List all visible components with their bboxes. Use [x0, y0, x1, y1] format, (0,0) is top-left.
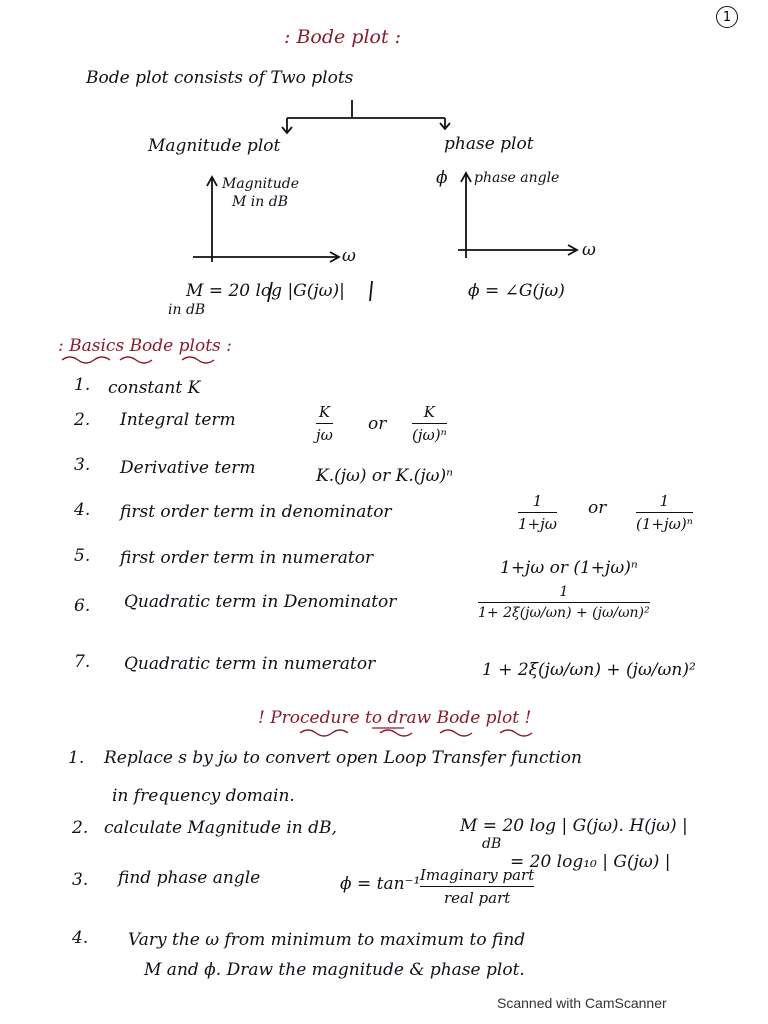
- basics-item-5-num: 5.: [74, 546, 91, 566]
- basics-item-6-num: 6.: [74, 596, 91, 616]
- procedure-2-math1-sub: dB: [482, 836, 502, 852]
- procedure-2-num: 2.: [72, 818, 89, 838]
- abs-bar-right: [370, 281, 372, 301]
- squiggle-4: [300, 730, 348, 736]
- magnitude-formula-unit: in dB: [168, 302, 206, 318]
- item2-f2-numerator: K: [423, 403, 435, 421]
- basics-item-4-text: first order term in denominator: [120, 502, 392, 522]
- intro-text: Bode plot consists of Two plots: [86, 68, 354, 88]
- procedure-2-line1: calculate Magnitude in dB,: [104, 818, 337, 838]
- item6-fraction: [478, 584, 650, 621]
- camscanner-watermark: Scanned with CamScanner: [497, 995, 667, 1011]
- item2-f2-denominator: (jω)ⁿ: [412, 426, 447, 444]
- procedure-4-line2: M and ϕ. Draw the magnitude & phase plot.: [144, 960, 525, 980]
- procedure-3-num: 3.: [72, 870, 89, 890]
- squiggle-1: [62, 357, 110, 363]
- item6-numerator: 1: [559, 584, 569, 600]
- item2-fraction-2: [412, 403, 447, 444]
- item4-f2-denominator: (1+jω)ⁿ: [636, 515, 693, 533]
- procedure-3-math: ϕ = tan⁻¹: [340, 874, 421, 894]
- item4-or: or: [588, 498, 607, 518]
- procedure-2-math1: M = 20 log | G(jω). H(jω) |: [460, 816, 688, 836]
- squiggle-6: [440, 730, 472, 736]
- magnitude-axis-label: Magnitude: [222, 176, 300, 192]
- basics-item-5-text: first order term in numerator: [120, 548, 374, 568]
- page-title: : Bode plot :: [284, 26, 402, 48]
- magnitude-x-label: ω: [342, 246, 356, 266]
- item7-math: 1 + 2ξ(jω/ωn) + (jω/ωn)²: [482, 660, 696, 680]
- item4-f2-numerator: 1: [659, 492, 670, 510]
- item4-fraction-1: [518, 492, 557, 533]
- magnitude-unit-label: M in dB: [232, 194, 288, 210]
- phase-formula: ϕ = ∠G(jω): [468, 281, 565, 301]
- page-number: 1: [716, 6, 738, 28]
- phase-axis-label: phase angle: [474, 170, 560, 186]
- basics-item-4-num: 4.: [74, 500, 91, 520]
- procedure-1-num: 1.: [68, 748, 85, 768]
- procedure-3-line1: find phase angle: [118, 868, 261, 888]
- basics-item-2-text: Integral term: [120, 410, 236, 430]
- squiggle-7: [500, 730, 532, 736]
- procedure-4-num: 4.: [72, 928, 89, 948]
- phase-symbol: ϕ: [436, 168, 448, 188]
- basics-item-3-text: Derivative term: [120, 458, 256, 478]
- magnitude-formula: M = 20 log |G(jω)|: [186, 281, 345, 301]
- basics-item-2-num: 2.: [74, 410, 91, 430]
- item5-math: 1+jω or (1+jω)ⁿ: [500, 558, 638, 578]
- procedure-3-frac-denominator: real part: [443, 889, 511, 907]
- item3-math: K.(jω) or K.(jω)ⁿ: [316, 466, 454, 486]
- item6-denominator: 1+ 2ξ(jω/ωn) + (jω/ωn)²: [478, 605, 650, 621]
- basics-item-3-num: 3.: [74, 455, 91, 475]
- item4-f1-numerator: 1: [532, 492, 543, 510]
- procedure-1-line2: in frequency domain.: [112, 786, 295, 806]
- squiggle-5: [380, 730, 412, 736]
- procedure-3-fraction: [420, 866, 534, 907]
- item4-fraction-2: [636, 492, 693, 533]
- phase-x-label: ω: [582, 240, 596, 260]
- basics-heading: : Basics Bode plots :: [58, 336, 232, 356]
- item2-fraction-1: [316, 403, 333, 444]
- item2-or: or: [368, 414, 387, 434]
- phase-plot-label: phase plot: [444, 134, 534, 154]
- procedure-3-frac-numerator: Imaginary part: [420, 866, 535, 884]
- procedure-1-line1: Replace s by jω to convert open Loop Transfer function: [104, 748, 582, 768]
- magnitude-plot-label: Magnitude plot: [148, 136, 281, 156]
- procedure-4-line1: Vary the ω from minimum to maximum to find: [128, 930, 526, 950]
- basics-item-1-text: constant K: [108, 378, 201, 398]
- item2-f1-denominator: jω: [316, 426, 333, 444]
- item4-f1-denominator: 1+jω: [518, 515, 557, 533]
- basics-item-1-num: 1.: [74, 375, 91, 395]
- item2-f1-numerator: K: [318, 403, 331, 421]
- basics-item-7-text: Quadratic term in numerator: [124, 654, 376, 674]
- procedure-heading: ! Procedure to draw Bode plot !: [258, 708, 532, 728]
- procedure-2-math2: = 20 log₁₀ | G(jω) |: [510, 852, 671, 872]
- basics-item-6-text: Quadratic term in Denominator: [124, 592, 397, 612]
- basics-item-7-num: 7.: [74, 652, 91, 672]
- squiggle-3: [182, 357, 214, 363]
- squiggle-2: [120, 357, 152, 363]
